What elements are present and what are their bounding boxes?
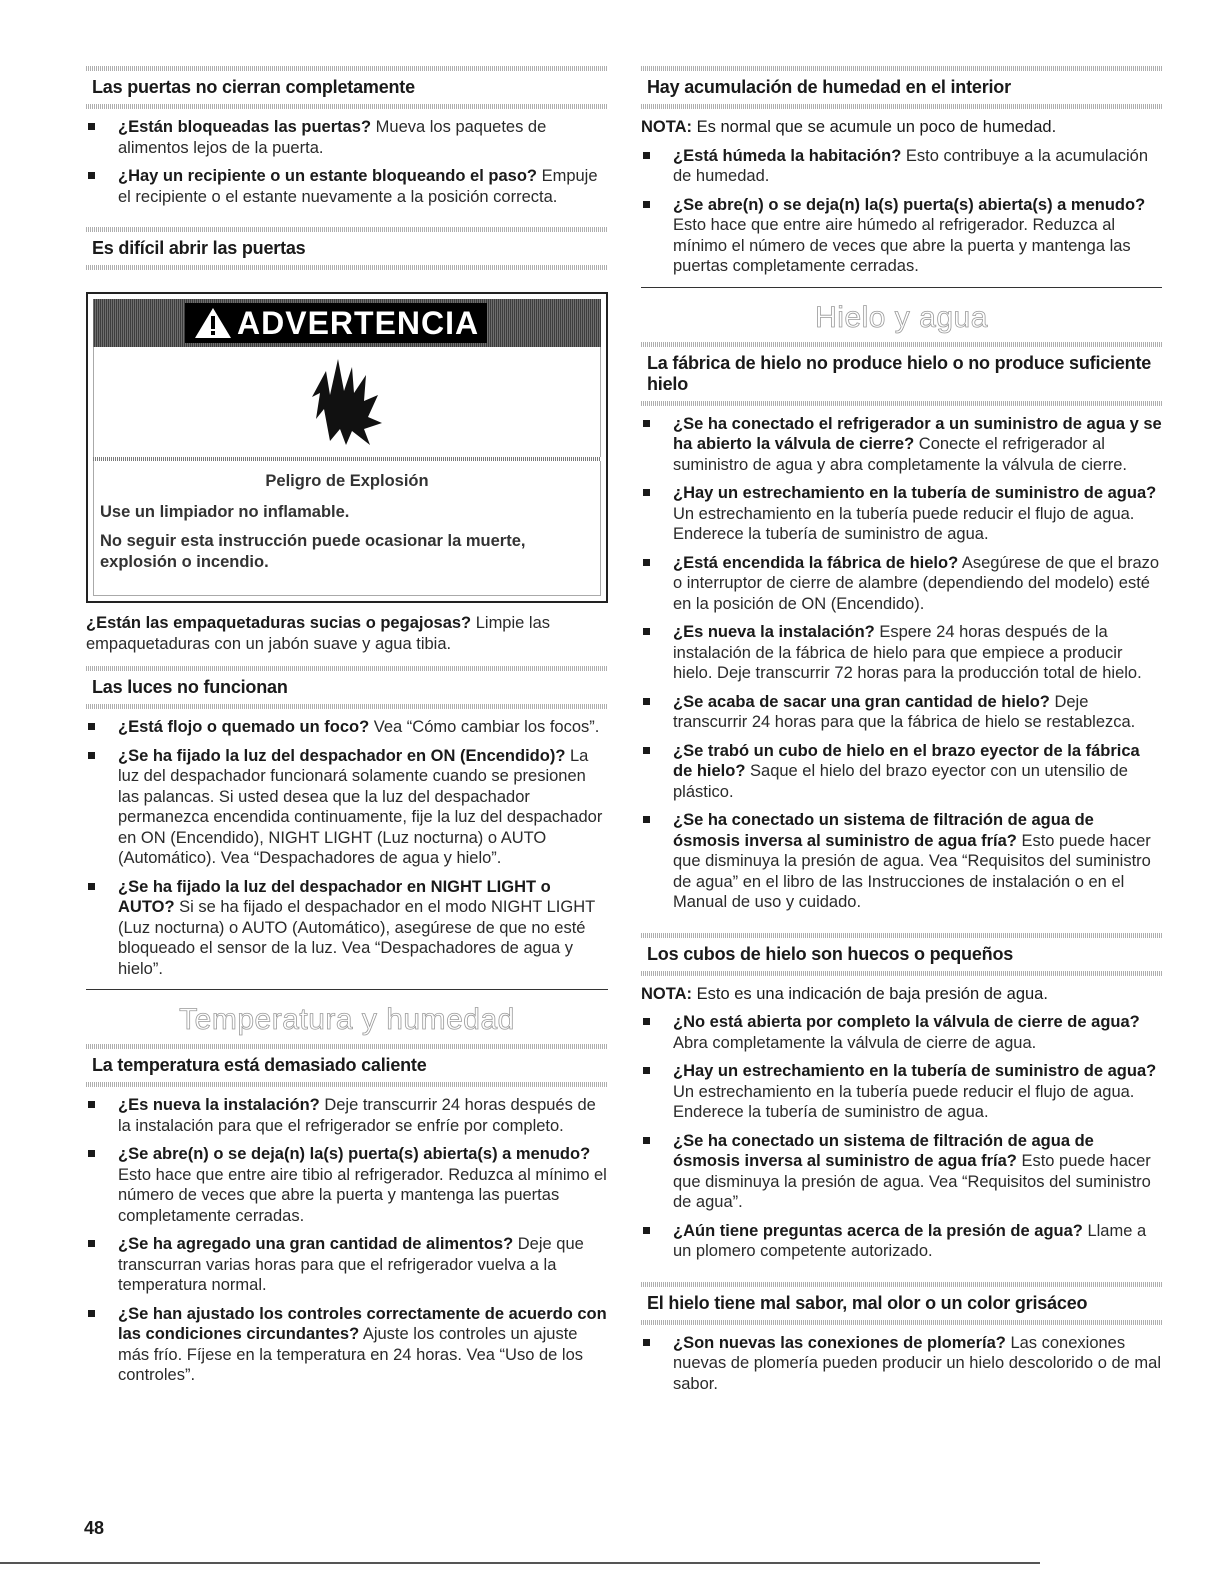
subheading-doors-not-closing: Las puertas no cierran completamente — [92, 77, 415, 97]
warning-body — [93, 461, 601, 596]
heading-rule — [86, 66, 608, 71]
list-item: ¿Es nueva la instalación? Espere 24 horas después de la instalación de la fábrica de hielo para que empiece a producir hielo. Deje transcurrir 72 horas para la producción total de hielo. — [641, 622, 1162, 684]
bottom-rule — [0, 1562, 1040, 1564]
section-title-temperature: Temperatura y humedad — [179, 1003, 515, 1036]
subheading-doors-hard-to-open: Es difícil abrir las puertas — [92, 238, 306, 258]
heading-rule — [86, 704, 608, 709]
heading-rule — [86, 227, 608, 232]
bullet-list — [641, 1012, 1162, 1262]
warning-header — [93, 299, 601, 347]
heading-rule — [641, 1282, 1162, 1287]
list-item: ¿Se ha fijado la luz del despachador en ON (Encendido)? La luz del despachador funcionará solamente cuando se presionen las palancas. Si usted desea que la luz del despachador permanezca encendida continuamente, fije la luz del despachador en ON (Encendido), NIGHT LIGHT (Luz nocturna) o AUTO (Automático). Vea “Despachadores de agua y hielo”. — [86, 746, 608, 869]
warning-icon-area — [93, 347, 601, 457]
list-item: ¿Hay un recipiente o un estante bloqueando el paso? Empuje el recipiente o el estante nuevamente a la posición correcta. — [86, 166, 608, 207]
warning-box — [86, 292, 608, 603]
list-item: ¿Se ha agregado una gran cantidad de alimentos? Deje que transcurran varias horas para que el refrigerador vuelva a la temperatura normal. — [86, 1234, 608, 1296]
list-item: ¿Se trabó un cubo de hielo en el brazo eyector de la fábrica de hielo? Saque el hielo del brazo eyector con un utensilio de plástico. — [641, 741, 1162, 803]
subheading-moisture-buildup: Hay acumulación de humedad en el interior — [647, 77, 1011, 97]
warning-signal-word: ADVERTENCIA — [237, 305, 480, 341]
list-item: ¿Hay un estrechamiento en la tubería de suministro de agua? Un estrechamiento en la tubería puede reducir el flujo de agua. Enderece la tubería de suministro de agua. — [641, 1061, 1162, 1123]
list-item: ¿No está abierta por completo la válvula de cierre de agua? Abra completamente la válvula de cierre de agua. — [641, 1012, 1162, 1053]
note: NOTA: Es normal que se acumule un poco de humedad. — [641, 118, 1057, 136]
list-item: ¿Hay un estrechamiento en la tubería de suministro de agua? Un estrechamiento en la tubería puede reducir el flujo de agua. Enderece la tubería de suministro de agua. — [641, 483, 1162, 545]
page-number: 48 — [84, 1518, 105, 1538]
list-item: ¿Está húmeda la habitación? Esto contribuye a la acumulación de humedad. — [641, 146, 1162, 187]
list-item: ¿Son nuevas las conexiones de plomería? Las conexiones nuevas de plomería pueden producir un hielo descolorido o de mal sabor. — [641, 1333, 1162, 1395]
heading-rule — [86, 1044, 608, 1049]
left-column — [86, 66, 608, 1394]
right-column — [641, 66, 1162, 1402]
list-item: ¿Se ha conectado un sistema de filtración de agua de ósmosis inversa al suministro de agua fría? Esto puede hacer que disminuya la presión de agua. Vea “Requisitos del suministro de agua” en el libro de las Instrucciones de instalación o en el Manual de uso y cuidado. — [641, 810, 1162, 913]
list-item: ¿Se ha conectado un sistema de filtración de agua de ósmosis inversa al suministro de agua fría? Esto puede hacer que disminuya la presión de agua. Vea “Requisitos del suministro de agua”. — [641, 1131, 1162, 1213]
list-item: ¿Se abre(n) o se deja(n) la(s) puerta(s) abierta(s) a menudo? Esto hace que entre aire tibio al refrigerador. Reduzca al mínimo el número de veces que abre la puerta y mantenga las puertas completamente cerradas. — [86, 1144, 608, 1226]
heading-rule — [641, 401, 1162, 406]
list-item: ¿Se han ajustado los controles correctamente de acuerdo con las condiciones circundantes? Ajuste los controles un ajuste más frío. Fíjese en la temperatura en 24 horas. Vea “Uso de los controles”. — [86, 1304, 608, 1386]
bullet-list — [641, 146, 1162, 277]
warning-signal — [185, 303, 487, 343]
section-title-ice-water: Hielo y agua — [815, 300, 988, 334]
heading-rule — [641, 971, 1162, 976]
list-item: ¿Se abre(n) o se deja(n) la(s) puerta(s) abierta(s) a menudo? Esto hace que entre aire húmedo al refrigerador. Reduzca al mínimo el número de veces que abre la puerta y mantenga las puertas completamente cerradas. — [641, 195, 1162, 277]
list-item: ¿Está flojo o quemado un foco? Vea “Cómo cambiar los focos”. — [86, 717, 608, 738]
list-item: ¿Está encendida la fábrica de hielo? Asegúrese de que el brazo o interruptor de cierre de alambre (dependiendo del modelo) esté en la posición de ON (Encendido). — [641, 553, 1162, 615]
list-item: ¿Se acaba de sacar una gran cantidad de hielo? Deje transcurrir 24 horas para que la fábrica de hielo se restablezca. — [641, 692, 1162, 733]
list-item: ¿Se ha fijado la luz del despachador en NIGHT LIGHT o AUTO? Si se ha fijado el despachador en el modo NIGHT LIGHT (Luz nocturna) o AUTO (Automático), asegúrese de que no esté bloqueado el sensor de la luz. Vea “Despachadores de agua y hielo”. — [86, 877, 608, 980]
heading-rule — [641, 104, 1162, 109]
subheading-hollow-cubes: Los cubos de hielo son huecos o pequeños — [647, 943, 1014, 964]
heading-rule — [641, 342, 1162, 347]
heading-rule — [86, 666, 608, 671]
list-item: ¿Están bloqueadas las puertas? Mueva los paquetes de alimentos lejos de la puerta. — [86, 117, 608, 158]
warning-triangle-icon — [193, 306, 233, 340]
subheading-lights-not-working: Las luces no funcionan — [92, 677, 288, 697]
subheading-bad-taste: El hielo tiene mal sabor, mal olor o un color grisáceo — [647, 1292, 1088, 1313]
gasket-paragraph: ¿Están las empaquetaduras sucias o pegajosas? Limpie las empaquetaduras con un jabón suave y agua tibia. — [86, 614, 551, 653]
heading-rule — [86, 1082, 608, 1087]
bullet-list — [641, 414, 1162, 913]
heading-rule — [641, 66, 1162, 71]
heading-rule — [86, 265, 608, 270]
warning-line: Use un limpiador no inflamable. — [100, 503, 350, 521]
bullet-list — [86, 1095, 608, 1386]
bullet-list — [86, 717, 608, 979]
heading-rule — [641, 933, 1162, 938]
hazard-title: Peligro de Explosión — [265, 472, 429, 490]
list-item: ¿Se ha conectado el refrigerador a un suministro de agua y se ha abierto la válvula de cierre? Conecte el refrigerador al suministro de agua y abra completamente la válvula de cierre. — [641, 414, 1162, 476]
note: NOTA: Esto es una indicación de baja presión de agua. — [641, 984, 1048, 1003]
subheading-ice-maker-not-producing: La fábrica de hielo no produce hielo o no produce suficiente hielo — [647, 352, 1152, 394]
list-item: ¿Es nueva la instalación? Deje transcurrir 24 horas después de la instalación para que el refrigerador se enfríe por completo. — [86, 1095, 608, 1136]
bullet-list — [86, 117, 608, 207]
explosion-icon — [312, 357, 382, 447]
warning-line: No seguir esta instrucción puede ocasionar la muerte, explosión o incendio. — [100, 532, 526, 571]
list-item: ¿Aún tiene preguntas acerca de la presión de agua? Llame a un plomero competente autorizado. — [641, 1221, 1162, 1262]
heading-rule — [86, 104, 608, 109]
bullet-list — [641, 1333, 1162, 1395]
heading-rule — [641, 1320, 1162, 1325]
subheading-temperature-too-warm: La temperatura está demasiado caliente — [92, 1055, 427, 1075]
